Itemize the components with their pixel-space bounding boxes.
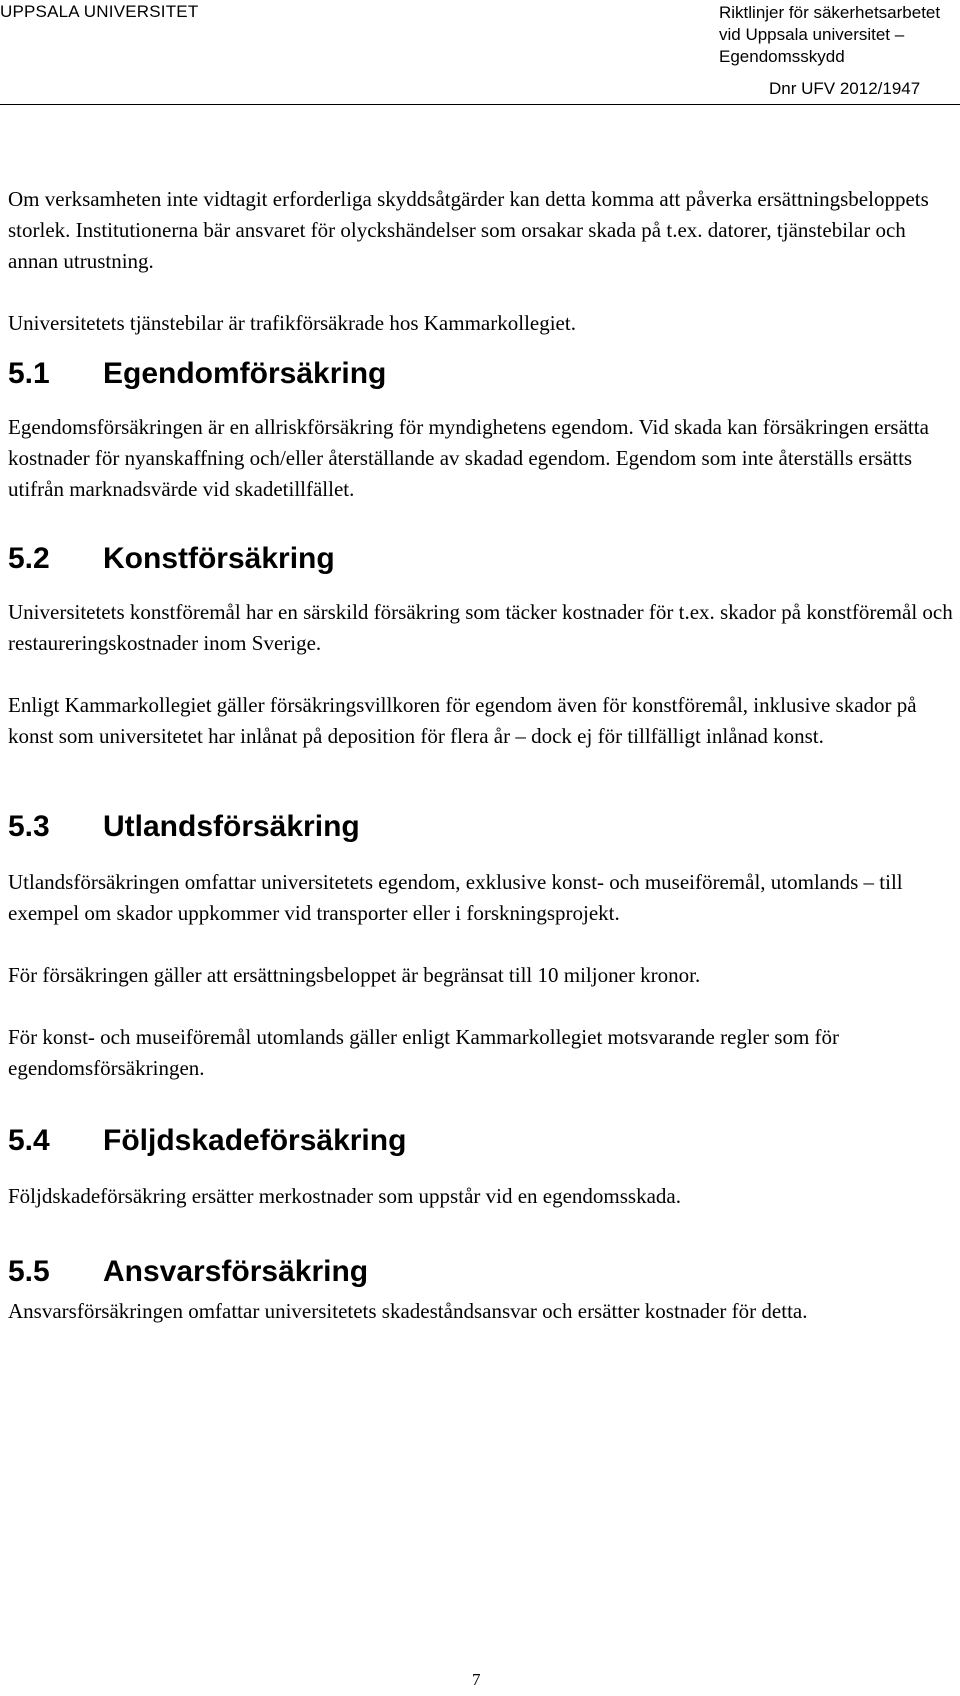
header-divider: [0, 104, 960, 105]
intro-block: [8, 184, 958, 339]
section-paragraph: Egendomsförsäkringen är en allriskförsäkring för myndighetens egendom. Vid skada kan försäkringen ersätta kostnader för nyanskaffning och/eller återställande av skadad egendom. Egendom som inte återställs ersätts utifrån marknadsvärde vid skadetillfället.: [8, 415, 929, 501]
section-body: [8, 867, 958, 1084]
section-number: 5.3: [8, 810, 50, 843]
section-number: 5.1: [8, 357, 50, 390]
section-heading: [8, 541, 958, 577]
section-heading: [8, 1254, 958, 1290]
page-number: 7: [472, 1670, 481, 1689]
section-heading: [8, 356, 958, 392]
section-title: Följdskadeförsäkring: [103, 1124, 407, 1157]
document-title: Riktlinjer för säkerhetsarbetet vid Uppsala universitet – Egendomsskydd: [719, 3, 941, 66]
section-title: Egendomförsäkring: [103, 357, 387, 390]
section-title: Utlandsförsäkring: [103, 810, 360, 843]
section-body: [8, 1296, 958, 1327]
section-5-2: [8, 541, 958, 752]
section-5-3: [8, 809, 958, 1084]
section-paragraph: Universitetets konstföremål har en särskild försäkring som täcker kostnader för t.ex. skador på konstföremål och restaureringskostnader inom Sverige.: [8, 600, 953, 655]
section-paragraph: Följdskadeförsäkring ersätter merkostnader som uppstår vid en egendomsskada.: [8, 1184, 681, 1208]
section-heading: [8, 1123, 958, 1159]
section-number: 5.4: [8, 1124, 50, 1157]
section-5-1: [8, 356, 958, 505]
section-paragraph: För konst- och museiföremål utomlands gäller enligt Kammarkollegiet motsvarande regler som för egendomsförsäkringen.: [8, 1025, 840, 1080]
page-header: [0, 0, 960, 108]
section-number: 5.2: [8, 542, 50, 575]
intro-paragraph: Om verksamheten inte vidtagit erforderliga skyddsåtgärder kan detta komma att påverka ersättningsbeloppets storlek. Institutionerna bär ansvaret för olyckshändelser som orsakar skada på t.ex. datorer, tjänstebilar och annan utrustning.: [8, 187, 929, 273]
section-paragraph: Ansvarsförsäkringen omfattar universitetets skadeståndsansvar och ersätter kostnader för detta.: [8, 1299, 808, 1323]
section-title: Konstförsäkring: [103, 542, 335, 575]
section-paragraph: För försäkringen gäller att ersättningsbeloppet är begränsat till 10 miljoner kronor.: [8, 963, 701, 987]
section-paragraph: Utlandsförsäkringen omfattar universitetets egendom, exklusive konst- och museiföremål, utomlands – till exempel om skador uppkommer vid transporter eller i forskningsprojekt.: [8, 870, 903, 925]
section-5-5: [8, 1254, 958, 1327]
section-heading: [8, 809, 958, 845]
section-body: [8, 1181, 958, 1212]
section-title: Ansvarsförsäkring: [103, 1255, 369, 1288]
section-number: 5.5: [8, 1255, 50, 1288]
section-5-4: [8, 1123, 958, 1212]
organization-name: UPPSALA UNIVERSITET: [0, 2, 199, 21]
intro-paragraph: Universitetets tjänstebilar är trafikförsäkrade hos Kammarkollegiet.: [8, 311, 576, 335]
document-reference-number: Dnr UFV 2012/1947: [769, 79, 921, 98]
section-body: [8, 597, 958, 752]
section-paragraph: Enligt Kammarkollegiet gäller försäkringsvillkoren för egendom även för konstföremål, inklusive skador på konst som universitetet har inlånat på deposition för flera år – dock ej för tillfälligt inlånad konst.: [8, 693, 917, 748]
section-body: [8, 412, 958, 505]
